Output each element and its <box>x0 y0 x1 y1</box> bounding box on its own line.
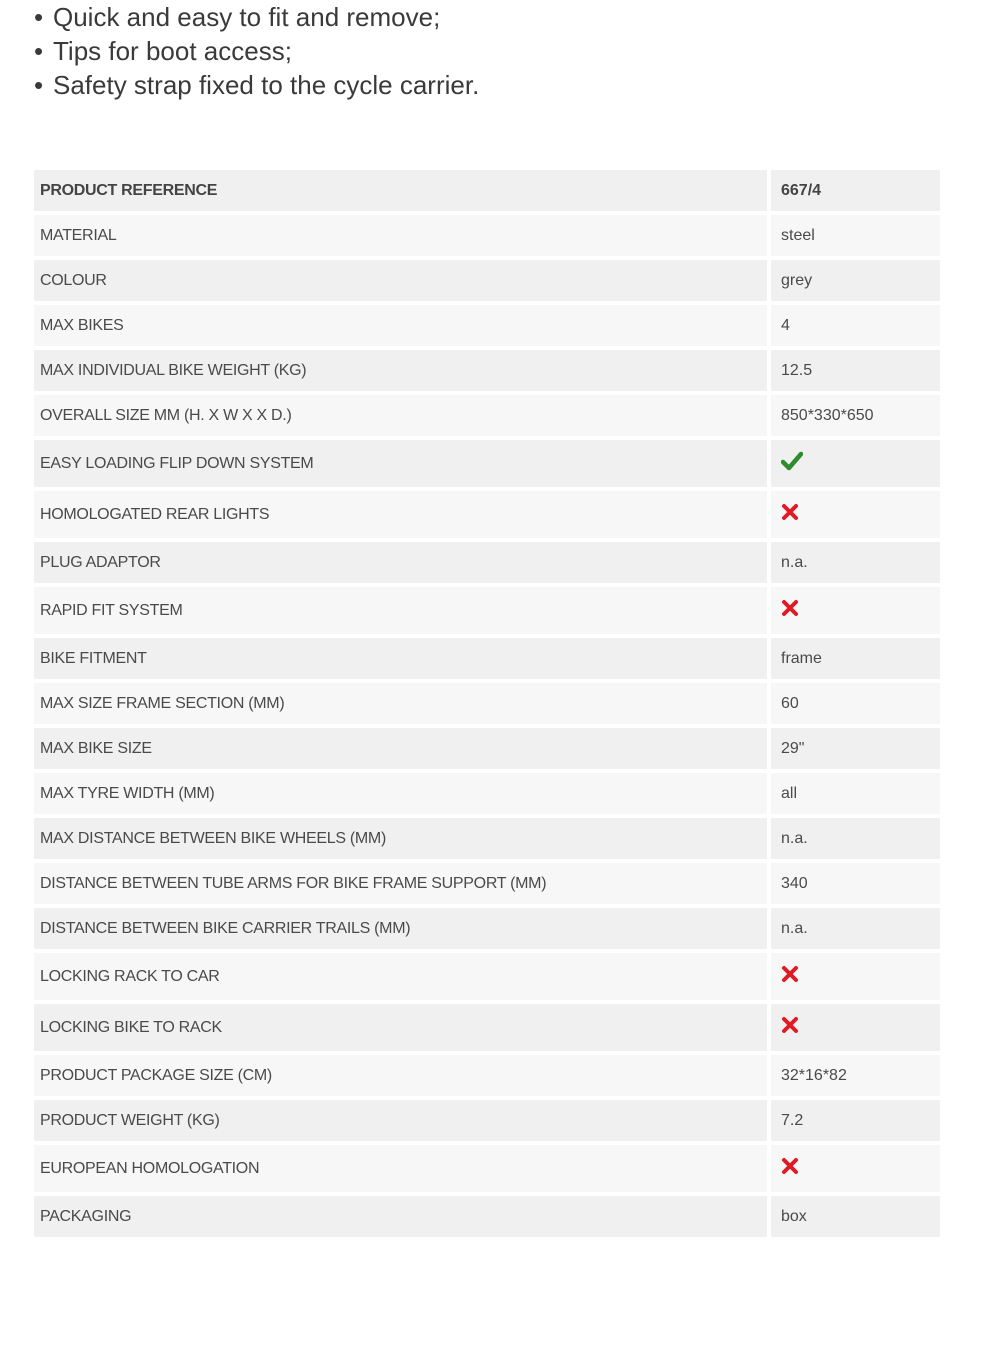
spec-table <box>30 166 944 1241</box>
spec-row <box>34 1145 940 1192</box>
feature-list <box>34 0 479 102</box>
spec-value-icon <box>771 587 940 634</box>
spec-value-icon <box>771 440 940 487</box>
spec-label: LOCKING RACK TO CAR <box>34 953 767 1000</box>
spec-label: PACKAGING <box>34 1196 767 1237</box>
spec-label: MAX TYRE WIDTH (MM) <box>34 773 767 814</box>
spec-label: EUROPEAN HOMOLOGATION <box>34 1145 767 1192</box>
feature-text: Safety strap fixed to the cycle carrier. <box>53 70 480 100</box>
spec-value: 29" <box>771 728 940 769</box>
spec-label: MAX INDIVIDUAL BIKE WEIGHT (KG) <box>34 350 767 391</box>
spec-value: box <box>771 1196 940 1237</box>
spec-row <box>34 395 940 436</box>
spec-label: MATERIAL <box>34 215 767 256</box>
spec-value: grey <box>771 260 940 301</box>
spec-header-row <box>34 170 940 211</box>
spec-row <box>34 953 940 1000</box>
spec-label: MAX SIZE FRAME SECTION (MM) <box>34 683 767 724</box>
spec-value: 667/4 <box>771 170 940 211</box>
spec-label: COLOUR <box>34 260 767 301</box>
spec-row <box>34 863 940 904</box>
spec-value: 340 <box>771 863 940 904</box>
spec-row <box>34 542 940 583</box>
spec-label: PRODUCT WEIGHT (KG) <box>34 1100 767 1141</box>
spec-label: BIKE FITMENT <box>34 638 767 679</box>
spec-value: 12.5 <box>771 350 940 391</box>
spec-label: PLUG ADAPTOR <box>34 542 767 583</box>
spec-row <box>34 215 940 256</box>
spec-row <box>34 260 940 301</box>
spec-row <box>34 1100 940 1141</box>
spec-label: LOCKING BIKE TO RACK <box>34 1004 767 1051</box>
spec-row <box>34 491 940 538</box>
spec-label: PRODUCT PACKAGE SIZE (CM) <box>34 1055 767 1096</box>
spec-label: MAX DISTANCE BETWEEN BIKE WHEELS (MM) <box>34 818 767 859</box>
spec-value: 32*16*82 <box>771 1055 940 1096</box>
spec-label: EASY LOADING FLIP DOWN SYSTEM <box>34 440 767 487</box>
spec-row <box>34 1004 940 1051</box>
spec-row <box>34 638 940 679</box>
spec-label: PRODUCT REFERENCE <box>34 170 767 211</box>
spec-value: 4 <box>771 305 940 346</box>
feature-item <box>34 0 479 34</box>
spec-row <box>34 818 940 859</box>
cross-icon <box>781 503 799 526</box>
spec-value: frame <box>771 638 940 679</box>
feature-item <box>34 34 479 68</box>
feature-text: Tips for boot access; <box>53 36 292 66</box>
spec-row <box>34 350 940 391</box>
spec-value: 7.2 <box>771 1100 940 1141</box>
spec-row <box>34 773 940 814</box>
spec-label: HOMOLOGATED REAR LIGHTS <box>34 491 767 538</box>
spec-value-icon <box>771 953 940 1000</box>
spec-value-icon <box>771 1145 940 1192</box>
check-icon <box>781 451 803 476</box>
spec-value: 60 <box>771 683 940 724</box>
spec-value: 850*330*650 <box>771 395 940 436</box>
spec-row <box>34 728 940 769</box>
feature-text: Quick and easy to fit and remove; <box>53 2 441 32</box>
feature-item <box>34 68 479 102</box>
bullet-icon: • <box>34 36 44 66</box>
spec-row <box>34 305 940 346</box>
spec-label: DISTANCE BETWEEN TUBE ARMS FOR BIKE FRAME SUPPORT (MM) <box>34 863 767 904</box>
cross-icon <box>781 599 799 622</box>
spec-row <box>34 1055 940 1096</box>
spec-label: OVERALL SIZE MM (H. X W X X D.) <box>34 395 767 436</box>
cross-icon <box>781 1157 799 1180</box>
spec-label: RAPID FIT SYSTEM <box>34 587 767 634</box>
spec-label: MAX BIKES <box>34 305 767 346</box>
spec-label: DISTANCE BETWEEN BIKE CARRIER TRAILS (MM) <box>34 908 767 949</box>
cross-icon <box>781 965 799 988</box>
spec-label: MAX BIKE SIZE <box>34 728 767 769</box>
spec-value-icon <box>771 491 940 538</box>
spec-value: n.a. <box>771 908 940 949</box>
spec-row <box>34 1196 940 1237</box>
spec-row <box>34 908 940 949</box>
bullet-icon: • <box>34 2 44 32</box>
spec-value: n.a. <box>771 542 940 583</box>
bullet-icon: • <box>34 70 44 100</box>
cross-icon <box>781 1016 799 1039</box>
spec-row <box>34 440 940 487</box>
spec-row <box>34 587 940 634</box>
spec-row <box>34 683 940 724</box>
spec-value-icon <box>771 1004 940 1051</box>
spec-value: all <box>771 773 940 814</box>
spec-value: n.a. <box>771 818 940 859</box>
spec-value: steel <box>771 215 940 256</box>
